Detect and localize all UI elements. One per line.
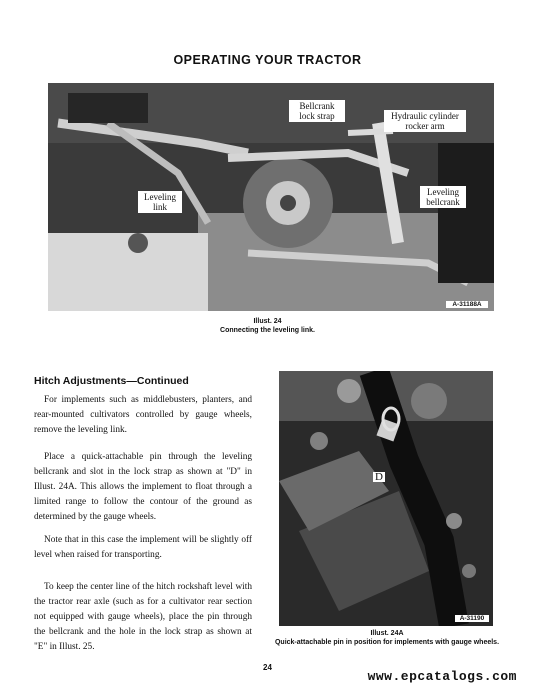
paragraph: Place a quick-attachable pin through the leveling bellcrank and slot in the lock strap as shown at "D" in Illust. 24A. This allows the implement to float through a limited range to follow the contour of the ground as determined by the gauge wheels. bbox=[34, 452, 252, 522]
paragraph: To keep the center line of the hitch rockshaft level with the tractor rear axle (such as for a cultivator rear section not equipped with gauge wheels), place the pin through the bellcrank and the hole in the lock strap as shown at "E" in Illust. 25. bbox=[34, 582, 252, 652]
figure-caption: Connecting the leveling link. bbox=[220, 327, 315, 334]
figure-number: Illust. 24 bbox=[253, 318, 282, 325]
paragraph: For implements such as middlebusters, planters, and rear-mounted cultivators controlled by gauge wheels, remove the leveling link. bbox=[34, 395, 252, 435]
section-heading: Hitch Adjustments—Continued bbox=[34, 375, 189, 387]
figure-number: Illust. 24A bbox=[370, 630, 404, 637]
figure-code: A-31190 bbox=[455, 615, 489, 622]
page-title: OPERATING YOUR TRACTOR bbox=[173, 53, 362, 67]
bellcrank-lock-strap-label: Bellcrank lock strap bbox=[289, 100, 345, 122]
hydraulic-cylinder-rocker-arm-label: Hydraulic cylinder rocker arm bbox=[384, 110, 466, 132]
footer-url[interactable]: www.epcatalogs.com bbox=[367, 669, 517, 684]
paragraph: Note that in this case the implement will be slightly off level when raised for transporting. bbox=[34, 535, 252, 560]
figure-code: A-31188A bbox=[446, 301, 488, 308]
figure-caption: Quick-attachable pin in position for implements with gauge wheels. bbox=[274, 639, 500, 646]
leveling-bellcrank-label: Leveling bellcrank bbox=[420, 186, 466, 208]
bellcrank-pin-illustration bbox=[279, 371, 493, 626]
callout-letter: D bbox=[375, 471, 383, 483]
page-number: 24 bbox=[263, 663, 272, 672]
leveling-link-label: Leveling link bbox=[138, 191, 182, 213]
bellcrank-pin-photo bbox=[279, 371, 493, 626]
